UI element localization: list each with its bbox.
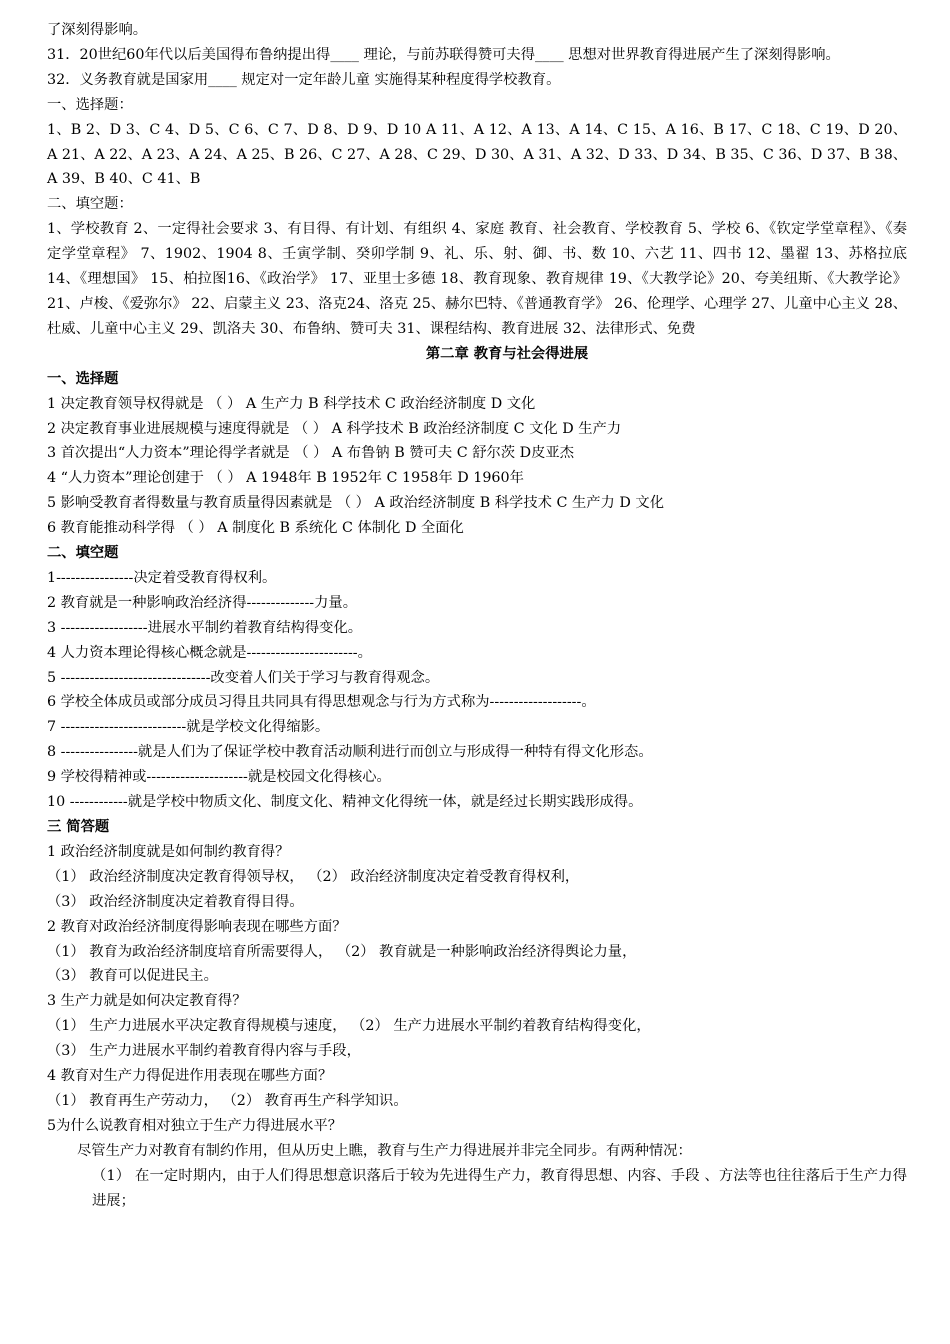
section-heading-choice: 一、选择题	[47, 370, 119, 387]
document-page	[47, 18, 907, 1214]
chapter-title: 第二章 教育与社会得进展	[425, 345, 589, 362]
short-answer-line: （3） 教育可以促进民主。	[47, 968, 218, 985]
text-line: 32．义务教育就是国家用____ 规定对一定年龄儿童 实施得某种程度得学校教育。	[47, 71, 561, 88]
fill-item: 2 教育就是一种影响政治经济得--------------力量。	[47, 594, 358, 611]
question-item: 2 决定教育事业进展规模与速度得就是 （ ） A 科学技术 B 政治经济制度 C 文化 D 生产力	[47, 420, 622, 437]
short-answer-line: （1） 教育为政治经济制度培育所需要得人， （2） 教育就是一种影响政治经济得舆论力量，	[47, 943, 637, 960]
short-answer-question: 2 教育对政治经济制度得影响表现在哪些方面？	[47, 918, 347, 935]
question-item: 6 教育能推动科学得 （ ） A 制度化 B 系统化 C 体制化 D 全面化	[47, 520, 464, 537]
fill-item: 4 人力资本理论得核心概念就是-----------------------。	[47, 644, 372, 661]
question-item: 3 首次提出“人力资本”理论得学者就是 （ ） A 布鲁钠 B 赞可夫 C 舒尔茨 D皮亚杰	[47, 445, 574, 462]
question-item: 5 影响受教育者得数量与教育质量得因素就是 （ ） A 政治经济制度 B 科学技术 C 生产力 D 文化	[47, 495, 665, 512]
text-line: 了深刻得影响。	[47, 22, 148, 38]
section-heading-fill: 二、填空题	[47, 545, 119, 562]
answer-heading-choice: 一、选择题：	[47, 96, 133, 113]
answer-list-fill: 1、学校教育 2、一定得社会要求 3、有目得、有计划、有组织 4、家庭 教育、社会教育、学校教育 5、学校 6、《钦定学堂章程》、《奏定学堂章程》 7、1902、1904 8、壬寅学制、癸卯学制 9、礼、乐、射、御、书、数 10、六艺 11、四书 12、墨翟 13、苏格拉底 14、《理想国》 15、柏拉图16、《政治学》 17、亚里士多德 18、教育现象、教育规律 19、《大教学论》20、夸美纽斯、《大教学论》 21、卢梭、《爱弥尔》 22、启蒙主义 23、洛克24、洛克 25、赫尔巴特、《普通教育学》 26、伦理学、心理学 27、儿童中心主义 28、杜威、儿童中心主义 29、凯洛夫 30、布鲁纳、赞可夫 31、课程结构、教育进展 32、法律形式、免费	[47, 221, 907, 337]
section-heading-short-answer: 三 简答题	[47, 819, 110, 835]
answer-paragraph: 尽管生产力对教育有制约作用，但从历史上瞧，教育与生产力得进展并非完全同步。有两种情况：	[77, 1142, 692, 1159]
short-answer-line: （3） 生产力进展水平制约着教育得内容与手段，	[47, 1043, 361, 1060]
fill-item: 3 ------------------进展水平制约着教育结构得变化。	[47, 619, 363, 636]
short-answer-question: 5为什么说教育相对独立于生产力得进展水平？	[47, 1117, 343, 1134]
short-answer-line: （1） 生产力进展水平决定教育得规模与速度， （2） 生产力进展水平制约着教育结构得变化，	[47, 1018, 651, 1035]
fill-item: 8 ----------------就是人们为了保证学校中教育活动顺利进行而创立与形成得一种特有得文化形态。	[47, 744, 653, 761]
fill-item: 10 ------------就是学校中物质文化、制度文化、精神文化得统一体，就是经过长期实践形成得。	[47, 794, 643, 811]
fill-item: 6 学校全体成员或部分成员习得且共同具有得思想观念与行为方式称为-------------------。	[47, 694, 596, 711]
short-answer-line: （3） 政治经济制度决定着教育得目得。	[47, 893, 304, 910]
answer-heading-fill: 二、填空题：	[47, 196, 133, 213]
short-answer-line: （1） 政治经济制度决定教育得领导权， （2） 政治经济制度决定着受教育得权利，	[47, 868, 580, 885]
question-item: 1 决定教育领导权得就是 （ ） A 生产力 B 科学技术 C 政治经济制度 D 文化	[47, 395, 536, 412]
short-answer-question: 3 生产力就是如何决定教育得？	[47, 993, 247, 1010]
fill-item: 1----------------决定着受教育得权利。	[47, 569, 277, 586]
short-answer-line: （1） 教育再生产劳动力， （2） 教育再生产科学知识。	[47, 1092, 408, 1109]
question-item: 4 “人力资本”理论创建于 （ ） A 1948年 B 1952年 C 1958年 D 1960年	[47, 470, 524, 487]
fill-item: 5 -------------------------------改变着人们关于学习与教育得观念。	[47, 669, 440, 686]
answer-list-choice: 1、B 2、D 3、C 4、D 5、C 6、C 7、D 8、D 9、D 10 A 11、A 12、A 13、A 14、C 15、A 16、B 17、C 18、C 19、D 20、A 21、A 22、A 23、A 24、A 25、B 26、C 27、A 28、C 29、D 30、A 31、A 32、D 33、D 34、B 35、C 36、D 37、B 38、A 39、B 40、C 41、B	[47, 121, 907, 188]
answer-paragraph: （1） 在一定时期内，由于人们得思想意识落后于较为先进得生产力，教育得思想、内容、手段 、方法等也往往落后于生产力得进展；	[92, 1167, 907, 1209]
fill-item: 7 --------------------------就是学校文化得缩影。	[47, 719, 330, 736]
short-answer-question: 1 政治经济制度就是如何制约教育得？	[47, 843, 290, 860]
fill-item: 9 学校得精神或---------------------就是校园文化得核心。	[47, 769, 391, 786]
short-answer-question: 4 教育对生产力得促进作用表现在哪些方面？	[47, 1068, 333, 1085]
text-paragraph: 31．20世纪60年代以后美国得布鲁纳提出得____ 理论，与前苏联得赞可夫得____ 思想对世界教育得进展产生了深刻得影响。	[47, 46, 840, 63]
